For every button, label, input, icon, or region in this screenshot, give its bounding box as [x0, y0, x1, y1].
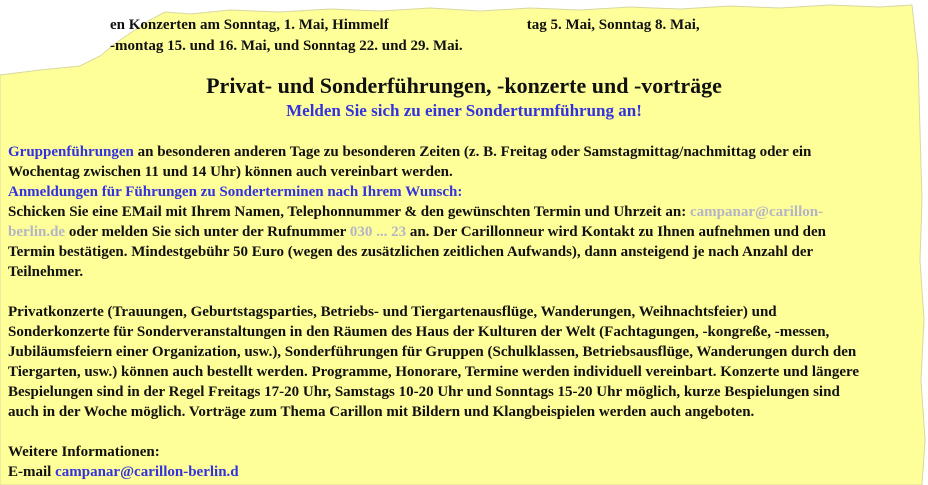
top-line-2: -montag 15. und 16. Mai, und Sonntag 22. und 29. Mai. — [110, 38, 463, 54]
page-heading: Privat- und Sonderführungen, -konzerte und -vorträge — [206, 73, 722, 98]
top-cut-line-2 — [110, 36, 463, 56]
more-info-label: Weitere Informationen: — [8, 444, 160, 460]
private-concerts-line-5: Bespielungen sind in der Regel Freitags 17-20 Uhr, Samstags 10-20 Uhr und Sonntags 15-20 Uhr möglich, kurze Bespielungen sind — [8, 384, 840, 400]
more-info-email-link[interactable]: campanar@carillon-berlin.d — [55, 464, 239, 480]
private-concerts-line-2: Sonderkonzerte für Sonderveranstaltungen in den Räumen des Haus der Kulturen der Welt (Fachtagungen, -kongreße, -messen, — [8, 324, 830, 340]
registration-text-1: Schicken Sie eine EMail mit Ihrem Namen, Telephonnummer & den gewünschten Termin und Uhrzeit an: — [8, 204, 690, 220]
phone-number: 030 ... 23 — [349, 224, 407, 240]
private-concerts-line-1: Privatkonzerte (Trauungen, Geburtstagsparties, Betriebs- und Tiergartenausflüge, Wanderungen, Weihnachtsfeier) und — [8, 304, 777, 320]
more-info-section — [8, 442, 920, 482]
top-line-1-tail: tag 5. Mai, Sonntag 8. Mai, — [526, 17, 700, 33]
group-tours-link[interactable]: Gruppenführungen — [8, 144, 134, 160]
group-tours-section — [8, 142, 920, 282]
registration-text-3: an. Der Carillonneur wird Kontakt zu Ihnen aufnehmen und den — [406, 224, 827, 240]
registration-text-2: oder melden Sie sich unter der Rufnummer — [65, 224, 350, 240]
group-tours-text-2: Wochentag zwischen 11 und 14 Uhr) können auch vereinbart werden. — [8, 164, 453, 180]
tour-signup-link[interactable]: Melden Sie sich zu einer Sonderturmführung an! — [286, 101, 642, 120]
private-concerts-line-3: Jubiläumsfeiern einer Organization, usw.), Sonderführungen für Gruppen (Schulklassen, Betriebsausflüge, Wanderungen durch den — [8, 344, 857, 360]
more-info-email-label: E-mail — [8, 464, 56, 480]
private-concerts-line-6: auch in der Woche möglich. Vorträge zum Thema Carillon mit Bildern und Klangbeispielen werden auch angeboten. — [8, 404, 755, 420]
registration-text-4: Termin bestätigen. Mindestgebühr 50 Euro (wegen des zusätzlichen zeitlichen Aufwands), dann ansteigend je nach Anzahl der — [8, 244, 814, 260]
registration-text-5: Teilnehmer. — [8, 264, 84, 280]
registration-email-link[interactable]: campanar@carillon- — [690, 204, 824, 220]
registration-label: Anmeldungen für Führungen zu Sonderterminen nach Ihrem Wunsch: — [8, 184, 463, 200]
registration-email-link-cont[interactable]: berlin.de — [8, 224, 66, 240]
group-tours-text-1: an besonderen anderen Tage zu besonderen Zeiten (z. B. Freitag oder Samstagmittag/nachmittag oder ein — [133, 144, 812, 160]
private-concerts-line-4: Tiergarten, usw.) können auch bestellt werden. Programme, Honorare, Termine werden individuell vereinbart. Konzerte und längere — [8, 364, 860, 380]
top-line-1-visible: en Konzerten am Sonntag, 1. Mai, Himmelf — [110, 17, 389, 33]
top-cut-line-1 — [110, 15, 700, 35]
private-concerts-section — [8, 302, 920, 422]
